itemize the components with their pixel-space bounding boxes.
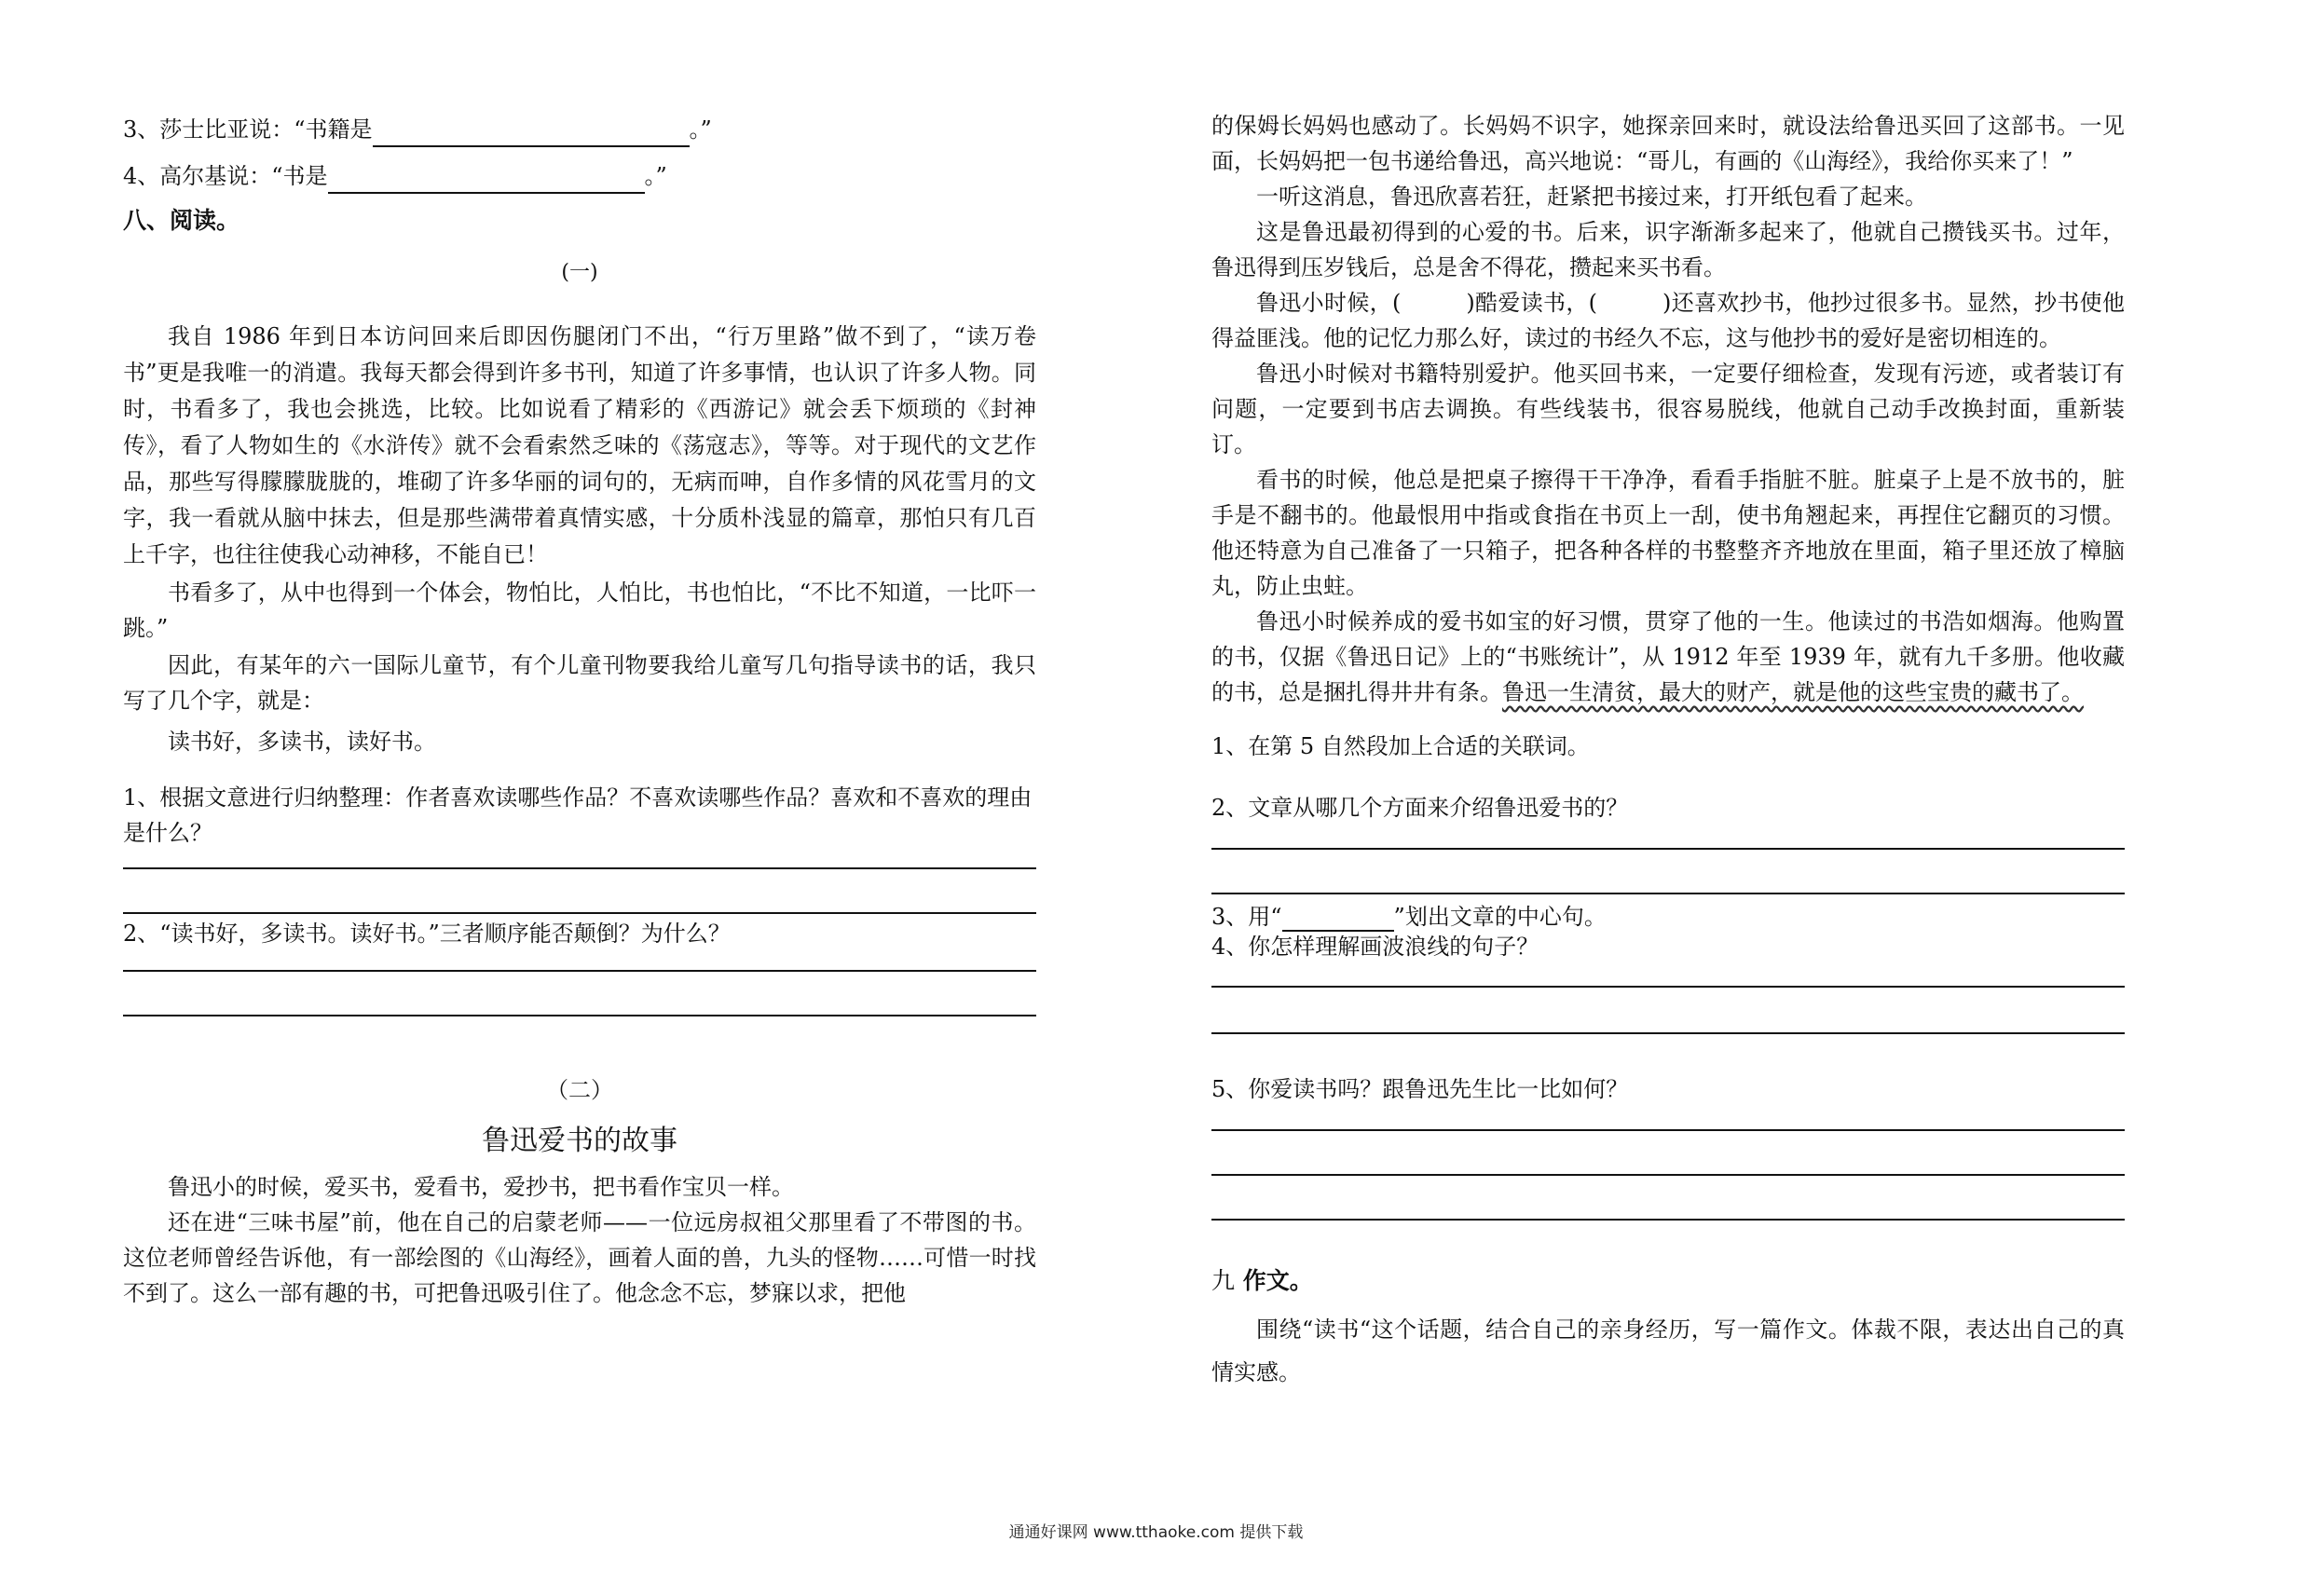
answer-line[interactable] [123,912,1036,914]
section-9-number: 九 [1211,1267,1236,1294]
part-2-paragraph-1: 鲁迅小的时候，爱买书，爱看书，爱抄书，把书看作宝贝一样。 [168,1174,794,1200]
question-3-blank[interactable] [373,123,690,147]
question-4-blank[interactable] [328,170,645,194]
story-paragraph-8 [1211,604,2125,710]
question-4-prefix: 4、高尔基说：“书是 [123,163,328,189]
wavy-underlined-sentence: 鲁迅一生清贫，最大的财产，就是他的这些宝贵的藏书了。 [1502,679,2084,705]
story-paragraph-7: 看书的时候，他总是把桌子擦得干干净净，看看手指脏不脏。脏桌子上是不放书的，脏手是不翻书的。他最恨用中指或食指在书页上一刮，使书角翘起来，再捏住它翻页的习惯。他还特意为自己准备了一只箱子，把各种各样的书整整齐齐地放在里面，箱子里还放了樟脑丸，防止虫蛀。 [1211,467,2125,599]
part-2-paragraph-2: 还在进“三味书屋”前，他在自己的启蒙老师——一位远房叔祖父那里看了不带图的书。这位老师曾经告诉他，有一部绘图的《山海经》，画着人面的兽，九头的怪物……可惜一时找不到了。这么一部有趣的书，可把鲁迅吸引住了。他念念不忘，梦寐以求，把他 [123,1209,1036,1306]
question-4-suffix: 。” [644,163,667,189]
paragraph-5-part-b: )酷爱读书，( [1466,290,1598,316]
part-2-question-4: 4、你怎样理解画波浪线的句子？ [1211,934,1539,960]
paragraph-5-part-c: )还喜欢抄书，他抄过很多书。显然，抄书使他得益匪浅。他的记忆力那么好，读过的书经久不忘，这与他抄书的爱好是密切相连的。 [1211,290,2125,351]
section-9-title: 作文。 [1242,1267,1313,1294]
story-paragraph-5 [1211,285,2125,356]
part-1-paragraph-4: 读书好，多读书，读好书。 [168,729,436,755]
paragraph-5-part-a: 鲁迅小时候，( [1256,290,1402,316]
story-paragraph-4: 这是鲁迅最初得到的心爱的书。后来，识字渐渐多起来了，他就自己攒钱买书。过年，鲁迅得到压岁钱后，总是舍不得花，攒起来买书看。 [1211,219,2125,280]
right-column [1211,108,2125,1394]
part-2-question-1: 1、在第 5 自然段加上合适的关联词。 [1211,733,1590,759]
part-1-paragraph-2: 书看多了，从中也得到一个体会，物怕比，人怕比，书也怕比，“不比不知道，一比吓一跳。” [123,580,1036,641]
question-3-quote [123,112,1036,147]
question-3-suffix: ”划出文章的中心句。 [1393,904,1607,930]
underline-sample [1282,911,1394,932]
paragraph-8-text: 鲁迅小时候养成的爱书如宝的好习惯，贯穿了他的一生。他读过的书浩如烟海。他购置的书，仅据《鲁迅日记》上的“书账统计”，从 1912 年至 1939 年，就有九千多册。他收藏的书，总是捆扎得井井有条。 [1211,608,2125,705]
answer-line[interactable] [1211,1174,2125,1176]
part-1-paragraph-1: 我自 1986 年到日本访问回来后即因伤腿闭门不出，“行万里路”做不到了，“读万卷书”更是我唯一的消遣。我每天都会得到许多书刊，知道了许多事情，也认识了许多人物。同时，书看多了，我也会挑选，比较。比如说看了精彩的《西游记》就会丢下烦琐的《封神传》，看了人物如生的《水浒传》就不会看索然乏味的《荡寇志》，等等。对于现代的文艺作品，那些写得朦朦胧胧的，堆砌了许多华丽的词句的，无病而呻，自作多情的风花雪月的文字，我一看就从脑中抹去，但是那些满带着真情实感，十分质朴浅显的篇章，那怕只有几百上千字，也往往使我心动神移，不能自已！ [123,323,1036,567]
question-4-quote [123,158,1036,194]
answer-line[interactable] [123,970,1036,972]
story-paragraph-3: 一听这消息，鲁迅欣喜若狂，赶紧把书接过来，打开纸包看了起来。 [1256,184,1927,210]
part-1-passage [123,319,1036,759]
answer-line[interactable] [1211,848,2125,850]
answer-line[interactable] [1211,893,2125,894]
answer-line[interactable] [1211,1219,2125,1221]
part-1-question-1: 1、根据文意进行归纳整理：作者喜欢读哪些作品？不喜欢读哪些作品？喜欢和不喜欢的理由是什么？ [123,784,1033,846]
continued-paragraph: 的保姆长妈妈也感动了。长妈妈不识字，她探亲回来时，就设法给鲁迅买回了这部书。一见面，长妈妈把一包书递给鲁迅，高兴地说：“哥儿，有画的《山海经》，我给你买来了！” [1211,113,2125,174]
part-2-title: 鲁迅爱书的故事 [482,1125,677,1157]
answer-line[interactable] [1211,986,2125,988]
answer-line[interactable] [1211,1032,2125,1034]
question-3-prefix: 3、莎士比亚说：“书籍是 [123,116,373,143]
question-3-suffix: 。” [689,116,712,143]
part-2-passage [123,1169,1036,1311]
part-1-paragraph-3: 因此，有某年的六一国际儿童节，有个儿童刊物要我给儿童写几句指导读书的话，我只写了几个字，就是： [123,652,1036,714]
question-3-prefix: 3、用“ [1211,904,1282,930]
answer-line[interactable] [1211,1129,2125,1131]
section-9-heading [1211,1263,2125,1299]
part-2-question-3 [1211,902,2125,932]
part-2-label: （二） [546,1077,613,1103]
part-1-label: (一) [561,261,598,284]
part-2-question-5: 5、你爱读书吗？跟鲁迅先生比一比如何？ [1211,1076,1629,1102]
story-paragraph-6: 鲁迅小时候对书籍特别爱护。他买回书来，一定要仔细检查，发现有污迹，或者装订有问题，一定要到书店去调换。有些线装书，很容易脱线，他就自己动手改换封面，重新装订。 [1211,361,2125,457]
part-1-question-2: 2、“读书好，多读书。读好书。”三者顺序能否颠倒？为什么？ [123,921,731,947]
answer-line[interactable] [123,867,1036,869]
answer-line[interactable] [123,1015,1036,1016]
part-2-question-2: 2、文章从哪几个方面来介绍鲁迅爱书的？ [1211,795,1629,821]
left-column [123,104,1036,1311]
section-8-heading: 八、阅读。 [123,207,240,234]
composition-prompt: 围绕“读书“这个话题，结合自己的亲身经历，写一篇作文。体裁不限，表达出自己的真情实感。 [1211,1316,2125,1385]
footer-credit: 通通好课网 www.tthaoke.com 提供下载 [1008,1523,1304,1542]
